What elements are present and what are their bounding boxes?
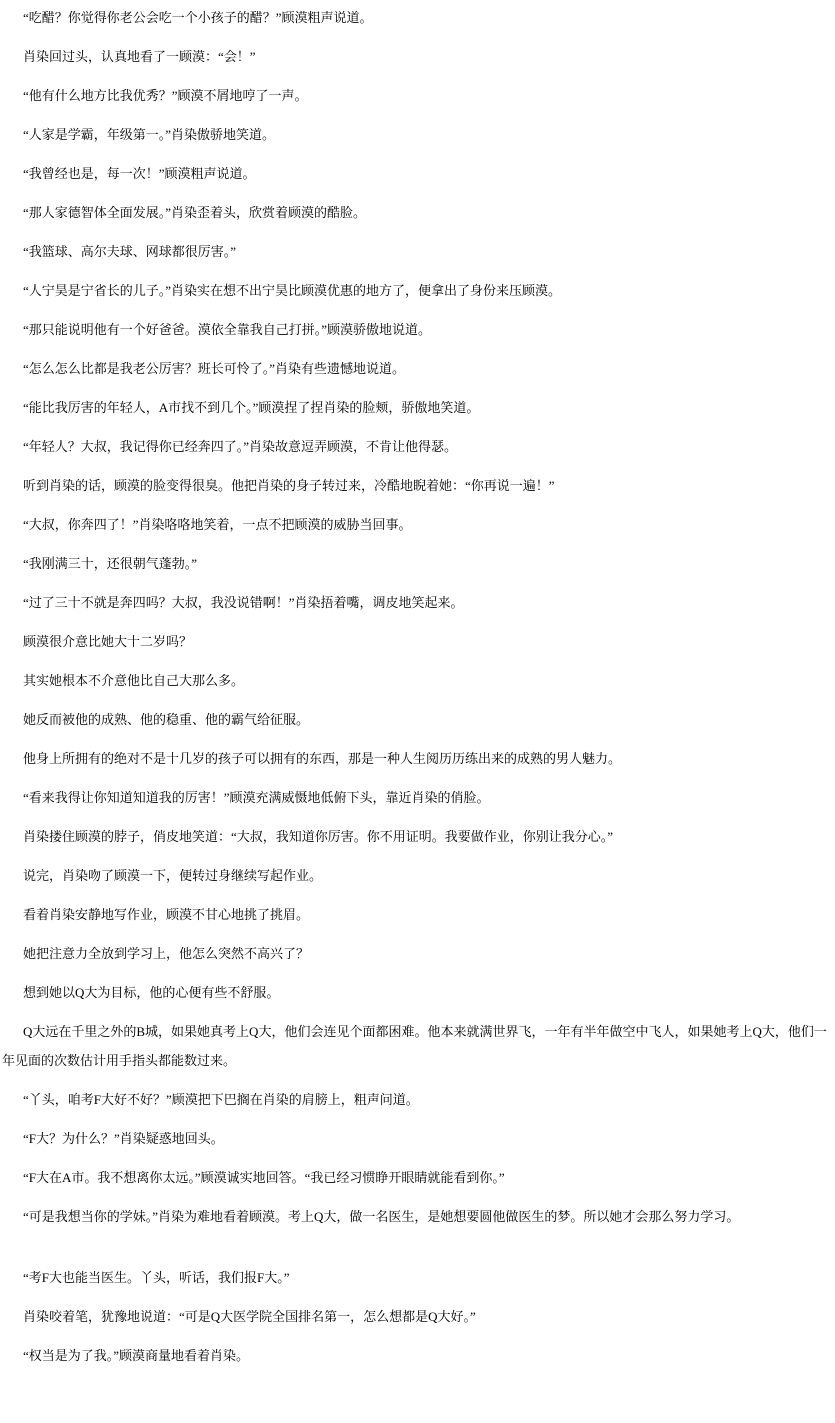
paragraph: 说完，肖染吻了顾漠一下，便转过身继续写起作业。 [23, 868, 323, 883]
paragraph: 肖染咬着笔，犹豫地说道：“可是Q大医学院全国排名第一，怎么想都是Q大好。” [23, 1309, 476, 1324]
paragraph: 她把注意力全放到学习上，他怎么突然不高兴了？ [23, 946, 310, 961]
paragraph: 他身上所拥有的绝对不是十几岁的孩子可以拥有的东西，那是一种人生阅历历练出来的成熟的男人魅力。 [23, 751, 622, 766]
paragraph: 想到她以Q大为目标，他的心便有些不舒服。 [23, 985, 280, 1000]
paragraph: “人家是学霸，年级第一。”肖染傲骄地笑道。 [23, 127, 276, 142]
paragraph: 其实她根本不介意他比自己大那么多。 [23, 673, 245, 688]
paragraph: “我曾经也是，每一次！”顾漠粗声说道。 [23, 166, 256, 181]
paragraph: “年轻人？大叔，我记得你已经奔四了。”肖染故意逗弄顾漠，不肯让他得瑟。 [23, 439, 458, 454]
paragraph: “F大？为什么？”肖染疑惑地回头。 [23, 1131, 224, 1146]
paragraph: “大叔，你奔四了！”肖染咯咯地笑着，一点不把顾漠的威胁当回事。 [23, 517, 412, 532]
paragraph: “权当是为了我。”顾漠商量地看着肖染。 [23, 1348, 250, 1363]
paragraph: “吃醋？你觉得你老公会吃一个小孩子的醋？”顾漠粗声说道。 [23, 10, 373, 25]
paragraph: “我刚满三十，还很朝气蓬勃。” [23, 556, 198, 571]
paragraph: 她反而被他的成熟、他的稳重、他的霸气给征服。 [23, 712, 310, 727]
paragraph: “他有什么地方比我优秀？”顾漠不屑地哼了一声。 [23, 88, 308, 103]
paragraph: 看着肖染安静地写作业，顾漠不甘心地挑了挑眉。 [23, 907, 310, 922]
paragraph: “可是我想当你的学妹。”肖染为难地看着顾漠。考上Q大，做一名医生，是她想要圆他做医生的梦。所以她才会那么努力学习。 [23, 1209, 740, 1224]
paragraph: “过了三十不就是奔四吗？大叔，我没说错啊！”肖染捂着嘴，调皮地笑起来。 [23, 595, 464, 610]
paragraph: 听到肖染的话，顾漠的脸变得很臭。他把肖染的身子转过来，冷酷地睨着她：“你再说一遍！” [23, 478, 555, 493]
paragraph: “看来我得让你知道知道我的厉害！”顾漠充满威慑地低俯下头，靠近肖染的俏脸。 [23, 790, 490, 805]
paragraph: “那人家德智体全面发展。”肖染歪着头，欣赏着顾漠的酷脸。 [23, 205, 367, 220]
paragraph: 顾漠很介意比她大十二岁吗？ [23, 634, 193, 649]
paragraph: “那只能说明他有一个好爸爸。漠依全靠我自己打拼。”顾漠骄傲地说道。 [23, 322, 432, 337]
paragraph: “丫头，咱考F大好不好？”顾漠把下巴搁在肖染的肩膀上，粗声问道。 [23, 1092, 419, 1107]
paragraph: 肖染搂住顾漠的脖子，俏皮地笑道：“大叔，我知道你厉害。你不用证明。我要做作业，你别让我分心。” [23, 829, 614, 844]
paragraph: “能比我厉害的年轻人，A市找不到几个。”顾漠捏了捏肖染的脸颊，骄傲地笑道。 [23, 400, 480, 415]
paragraph: Q大远在千里之外的B城，如果她真考上Q大，他们会连见个面都困难。他本来就满世界飞，一年有半年做空中飞人，如果她考上Q大，他们一年见面的次数估计用手指头都能数过来。 [2, 1024, 827, 1068]
paragraph: “考F大也能当医生。丫头，听话，我们报F大。” [23, 1270, 290, 1285]
paragraph: “F大在A市。我不想离你太远。”顾漠诚实地回答。“我已经习惯睁开眼睛就能看到你。” [23, 1170, 505, 1185]
paragraph: “怎么怎么比都是我老公厉害？班长可怜了。”肖染有些遗憾地说道。 [23, 361, 406, 376]
paragraph: “我篮球、高尔夫球、网球都很厉害。” [23, 244, 237, 259]
paragraph-gap [2, 1241, 833, 1253]
paragraph: “人宁昊是宁省长的儿子。”肖染实在想不出宁昊比顾漠优惠的地方了，便拿出了身份来压顾漠。 [23, 283, 562, 298]
paragraph: 肖染回过头，认真地看了一顾漠：“会！” [23, 49, 256, 64]
